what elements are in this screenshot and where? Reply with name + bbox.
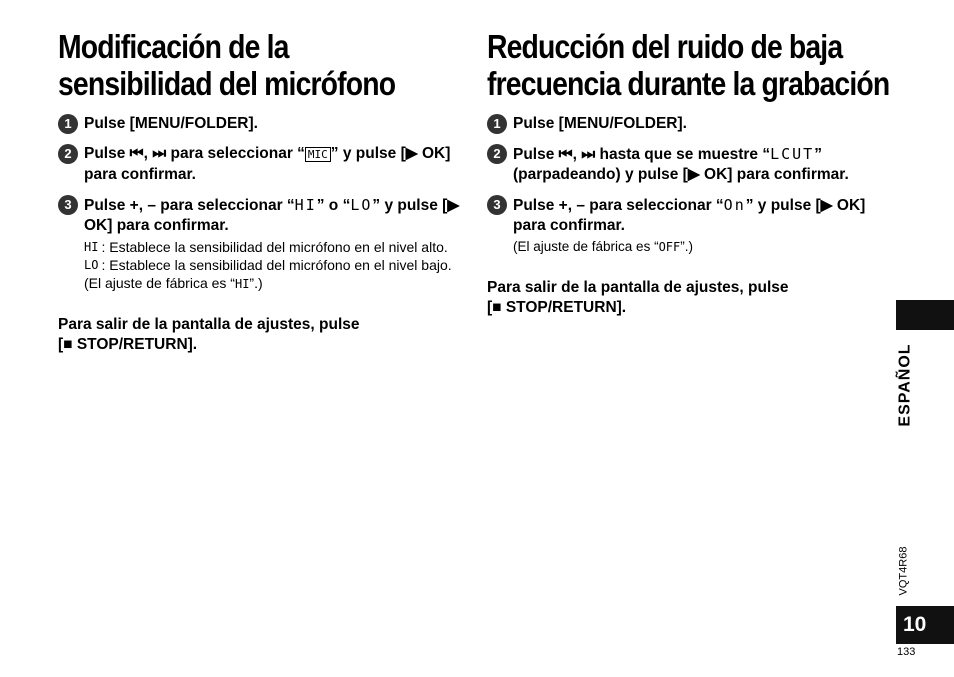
language-label: ESPAÑOL (897, 343, 914, 427)
right-column (487, 28, 890, 318)
lcd-mic: MIC (305, 147, 331, 162)
left-column (58, 28, 468, 355)
factory-default-note: (El ajuste de fábrica es “HI”.) (84, 275, 263, 291)
option-lo: LO : Establece la sensibilidad del micrófono en el nivel bajo. (84, 257, 452, 273)
step-number-1: 1 (58, 114, 78, 134)
skip-forward-icon: ⏭ (581, 146, 596, 163)
left-step-3: 3 Pulse +, – para seleccionar “HI” o “LO” y pulse [▶ OK] para confirmar. (58, 195, 468, 236)
option-hi: HI : Establece la sensibilidad del micrófono en el nivel alto. (84, 239, 448, 255)
skip-forward-icon: ⏭ (152, 145, 167, 162)
left-step-1: 1 Pulse [MENU/FOLDER]. (58, 114, 468, 134)
right-step-2: 2 Pulse ⏮, ⏭ hasta que se muestre “LCUT” (parpadeando) y pulse [▶ OK] para confirmar. (487, 144, 877, 185)
right-title: Reducción del ruido de baja frecuencia durante la grabación (487, 28, 890, 102)
lcd-lcut: LCUT (770, 145, 815, 163)
left-options (58, 238, 468, 293)
lcd-hi-option: HI (84, 240, 99, 254)
right-step-3: 3 Pulse +, – para seleccionar “On” y pulse [▶ OK] para confirmar. (487, 195, 877, 236)
page-number: 10 (896, 606, 954, 644)
left-title: Modificación de la sensibilidad del micrófono (58, 28, 396, 102)
step-number-3: 3 (58, 195, 78, 215)
lcd-hi-default: HI (234, 277, 250, 291)
lcd-on: On (723, 196, 746, 214)
lcd-lo: LO (350, 196, 373, 214)
left-step-2: 2 Pulse ⏮, ⏭ para seleccionar “ MIC ” y pulse [▶ OK] para confirmar. (58, 144, 468, 185)
step-number-2: 2 (487, 144, 507, 164)
step-number-1: 1 (487, 114, 507, 134)
lcd-hi: HI (294, 196, 317, 214)
language-tab (896, 300, 954, 330)
skip-back-icon: ⏮ (129, 145, 144, 162)
right-exit-instruction: Para salir de la pantalla de ajustes, pulse [■ STOP/RETURN]. (487, 279, 789, 316)
right-step-1: 1 Pulse [MENU/FOLDER]. (487, 114, 877, 134)
step-number-3: 3 (487, 195, 507, 215)
step-number-2: 2 (58, 144, 78, 164)
skip-back-icon: ⏮ (558, 146, 573, 163)
lcd-lo-option: LO (84, 258, 99, 272)
page-number-small: 133 (897, 646, 916, 658)
right-factory-default-note: (El ajuste de fábrica es “OFF”.) (513, 239, 694, 254)
lcd-off-default: OFF (658, 240, 681, 254)
model-code: VQT4R68 (896, 546, 909, 596)
left-exit-instruction: Para salir de la pantalla de ajustes, pulse [■ STOP/RETURN]. (58, 316, 360, 353)
